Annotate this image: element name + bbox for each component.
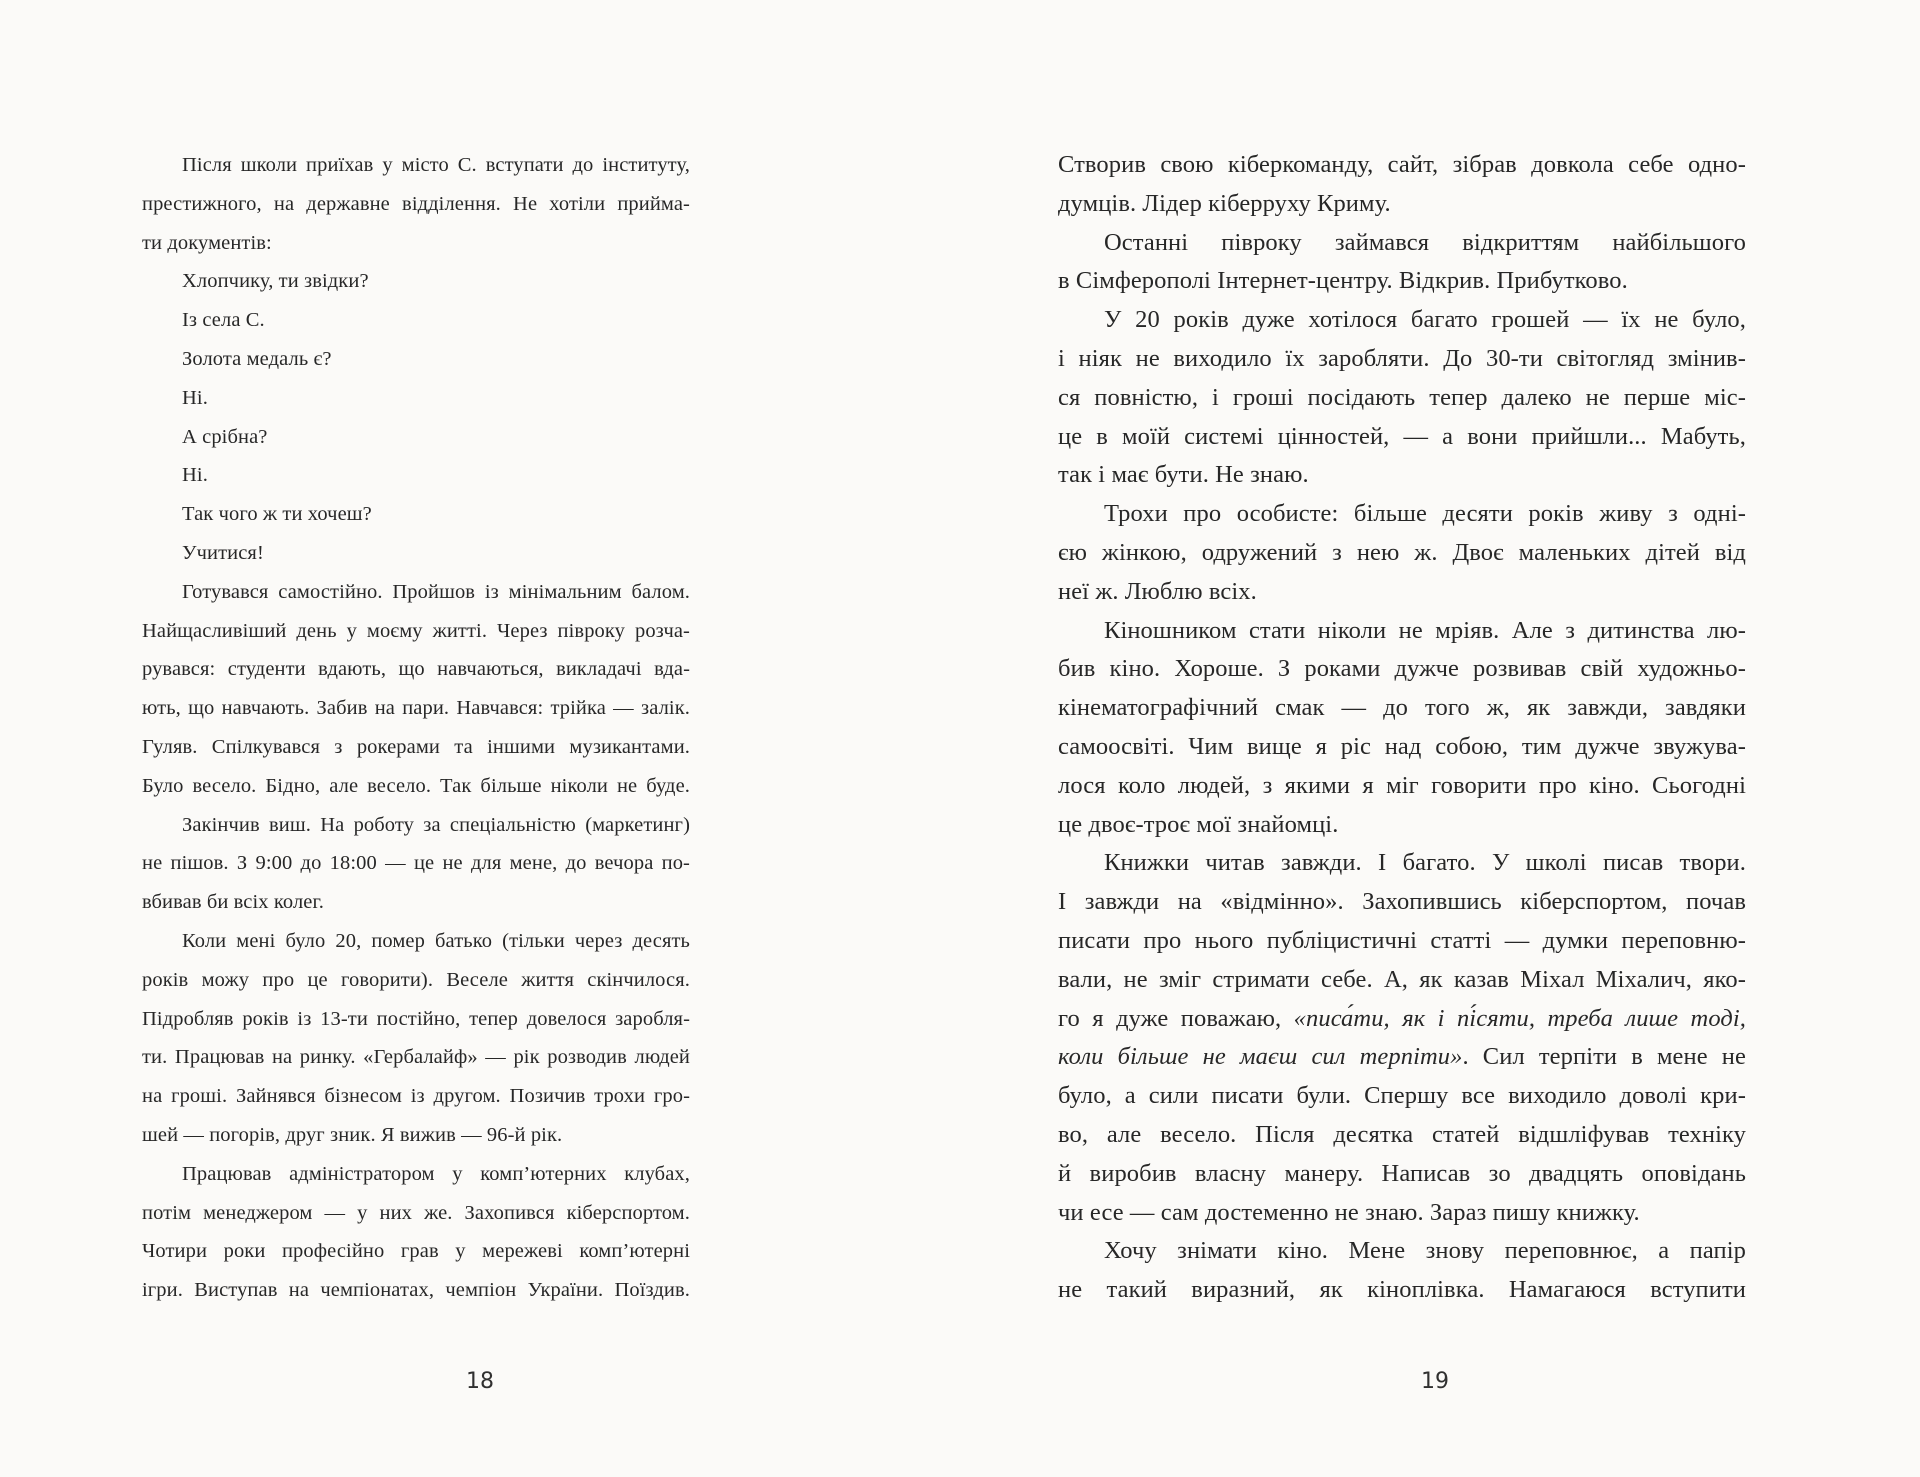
text-line: [142, 844, 690, 883]
body-text: ти. Працював на ринку. «Гербалайф» — рік розводив людей: [142, 1046, 690, 1069]
body-text: . Сил терпіти в мене не: [1462, 1043, 1746, 1071]
body-text: років можу про це говорити). Веселе життя скінчилося.: [142, 968, 690, 991]
text-line: [1058, 1077, 1746, 1116]
text-line: [142, 418, 690, 457]
body-text: писати про нього публіцистичні статті — думки переповню-: [1058, 926, 1746, 954]
text-line: [142, 650, 690, 689]
body-text: Було весело. Бідно, але весело. Так більше ніколи не буде.: [142, 774, 690, 797]
body-text: бив кіно. Хороше. З роками дужче розвивав свій художньо-: [1058, 655, 1746, 683]
page-number-left: 18: [466, 1369, 494, 1394]
body-text: й виробив власну манеру. Написав зо двадцять оповідань: [1058, 1159, 1746, 1187]
text-line: [1058, 650, 1746, 689]
body-text: це двоє-троє мої знайомці.: [1058, 810, 1339, 838]
body-text: Із села С.: [182, 309, 265, 332]
body-text: ся повністю, і гроші посідають тепер далеко не перше міс-: [1058, 383, 1746, 411]
text-line: [1058, 1271, 1746, 1310]
text-line: [142, 1194, 690, 1233]
text-line: [142, 1232, 690, 1271]
body-text: рувався: студенти вдають, що навчаються, викладачі вда-: [142, 658, 690, 681]
body-text: Коли мені було 20, помер батько (тільки через десять: [182, 929, 690, 952]
text-line: [1058, 340, 1746, 379]
text-line: [1058, 224, 1746, 263]
text-line: [1058, 612, 1746, 651]
body-text: ти документів:: [142, 231, 272, 254]
text-line: [1058, 262, 1746, 301]
body-text: і ніяк не виходило їх заробляти. До 30-ти світогляд змінив-: [1058, 344, 1746, 372]
text-line: [1058, 1194, 1746, 1233]
text-line: [1058, 146, 1746, 185]
body-text: Працював адміністратором у комп’ютерних клубах,: [182, 1162, 690, 1185]
body-text: на гроші. Зайнявся бізнесом із другом. Позичив трохи гро-: [142, 1085, 690, 1108]
body-text: лося коло людей, з якими я міг говорити про кіно. Сьогодні: [1058, 771, 1746, 799]
body-text: це в моїй системі цінностей, — а вони прийшли... Мабуть,: [1058, 422, 1746, 450]
text-line: [142, 340, 690, 379]
text-line: [142, 922, 690, 961]
text-line: [142, 1077, 690, 1116]
body-text: Хочу знімати кіно. Мене знову переповнює, а папір: [1104, 1237, 1746, 1265]
text-line: [142, 1038, 690, 1077]
body-text: Створив свою кіберкоманду, сайт, зібрав довкола себе одно-: [1058, 151, 1746, 178]
text-line: [142, 301, 690, 340]
text-line: [142, 1155, 690, 1194]
body-text: в Сімферополі Інтернет-центру. Відкрив. Прибутково.: [1058, 267, 1628, 295]
text-line: [1058, 883, 1746, 922]
body-text: Гуляв. Спілкувався з рокерами та іншими музикантами.: [142, 735, 690, 758]
text-line: [142, 262, 690, 301]
text-line: [1058, 1000, 1746, 1039]
text-line: [142, 1271, 690, 1310]
body-text: вали, не зміг стримати себе. А, як казав Міхал Міхалич, яко-: [1058, 965, 1746, 993]
page-18-text-column: [142, 146, 690, 1310]
quote-italic-text: «писа́ти, як і пі́сяти, треба лише тоді,: [1293, 1004, 1746, 1032]
quote-italic-text: коли більше не маєш сил терпіти»: [1058, 1043, 1463, 1071]
text-line: [1058, 1232, 1746, 1271]
text-line: [1058, 961, 1746, 1000]
text-line: [1058, 1116, 1746, 1155]
text-line: [1058, 1038, 1746, 1077]
page-18: [0, 0, 880, 1477]
body-text: Ні.: [182, 386, 208, 409]
text-line: [1058, 1155, 1746, 1194]
text-line: [1058, 573, 1746, 612]
body-text: Чотири роки професійно грав у мережеві комп’ютерні: [142, 1240, 690, 1263]
body-text: го я дуже поважаю,: [1058, 1004, 1294, 1032]
text-line: [1058, 185, 1746, 224]
body-text: ють, що навчають. Забив на пари. Навчався: трійка — залік.: [142, 697, 690, 720]
body-text: престижного, на державне відділення. Не хотіли прийма-: [142, 192, 690, 215]
body-text: У 20 років дуже хотілося багато грошей — їх не було,: [1104, 306, 1746, 334]
body-text: Закінчив виш. На роботу за спеціальністю (маркетинг): [182, 813, 690, 836]
body-text: во, але весело. Після десятка статей відшліфував техніку: [1058, 1120, 1746, 1148]
text-line: [1058, 689, 1746, 728]
body-text: так і має бути. Не знаю.: [1058, 461, 1309, 489]
body-text: думців. Лідер кіберруху Криму.: [1058, 189, 1391, 217]
body-text: Золота медаль є?: [182, 347, 332, 370]
text-line: [142, 1000, 690, 1039]
text-line: [142, 495, 690, 534]
body-text: було, а сили писати були. Спершу все виходило доволі кри-: [1058, 1082, 1746, 1110]
body-text: Найщасливіший день у моєму житті. Через півроку розча-: [142, 619, 690, 642]
body-text: потім менеджером — у них же. Захопився кіберспортом.: [142, 1201, 690, 1224]
body-text: Ні.: [182, 464, 208, 487]
text-line: [1058, 844, 1746, 883]
text-line: [1058, 534, 1746, 573]
text-line: [142, 573, 690, 612]
text-line: [142, 534, 690, 573]
body-text: чи есе — сам достеменно не знаю. Зараз пишу книжку.: [1058, 1198, 1640, 1226]
text-line: [1058, 806, 1746, 845]
body-text: ігри. Виступав на чемпіонатах, чемпіон України. Поїздив.: [142, 1279, 690, 1302]
text-line: [142, 456, 690, 495]
body-text: Підробляв років із 13-ти постійно, тепер довелося заробля-: [142, 1007, 690, 1030]
body-text: Останні півроку займався відкриттям найбільшого: [1104, 228, 1746, 256]
body-text: не пішов. З 9:00 до 18:00 — це не для мене, до вечора по-: [142, 852, 690, 875]
text-line: [1058, 418, 1746, 457]
body-text: Трохи про особисте: більше десяти років живу з одні-: [1104, 500, 1746, 528]
text-line: [142, 224, 690, 263]
page-number-right: 19: [1421, 1369, 1449, 1394]
text-line: [1058, 456, 1746, 495]
text-line: [142, 146, 690, 185]
text-line: [142, 883, 690, 922]
text-line: [142, 612, 690, 651]
page-19-text-column: [1058, 146, 1746, 1310]
body-text: єю жінкою, одружений з нею ж. Двоє маленьких дітей від: [1058, 538, 1746, 566]
body-text: шей — погорів, друг зник. Я вижив — 96-й рік.: [142, 1123, 563, 1146]
body-text: Так чого ж ти хочеш?: [182, 503, 372, 526]
body-text: Кіношником стати ніколи не мріяв. Але з дитинства лю-: [1104, 616, 1746, 644]
text-line: [1058, 495, 1746, 534]
body-text: неї ж. Люблю всіх.: [1058, 577, 1257, 605]
body-text: самоосвіті. Чим вище я ріс над собою, тим дужче звужува-: [1058, 732, 1746, 760]
text-line: [1058, 767, 1746, 806]
text-line: [142, 379, 690, 418]
body-text: Книжки читав завжди. І багато. У школі писав твори.: [1104, 849, 1746, 877]
body-text: кінематографічний смак — до того ж, як завжди, завдяки: [1058, 694, 1746, 722]
text-line: [142, 689, 690, 728]
text-line: [1058, 728, 1746, 767]
body-text: не такий виразний, як кіноплівка. Намагаюся вступити: [1058, 1276, 1746, 1304]
body-text: Учитися!: [182, 541, 264, 564]
text-line: [142, 806, 690, 845]
text-line: [142, 961, 690, 1000]
body-text: Хлопчику, ти звідки?: [182, 270, 369, 293]
text-line: [142, 728, 690, 767]
text-line: [1058, 301, 1746, 340]
text-line: [1058, 922, 1746, 961]
body-text: А срібна?: [182, 425, 268, 448]
body-text: І завжди на «відмінно». Захопившись кіберспортом, почав: [1058, 888, 1746, 916]
text-line: [142, 1116, 690, 1155]
body-text: вбивав би всіх колег.: [142, 891, 324, 914]
page-19: [880, 0, 1920, 1477]
body-text: Готувався самостійно. Пройшов із мінімальним балом.: [182, 580, 690, 603]
text-line: [142, 767, 690, 806]
body-text: Після школи приїхав у місто С. вступати до інституту,: [182, 154, 690, 176]
text-line: [142, 185, 690, 224]
text-line: [1058, 379, 1746, 418]
